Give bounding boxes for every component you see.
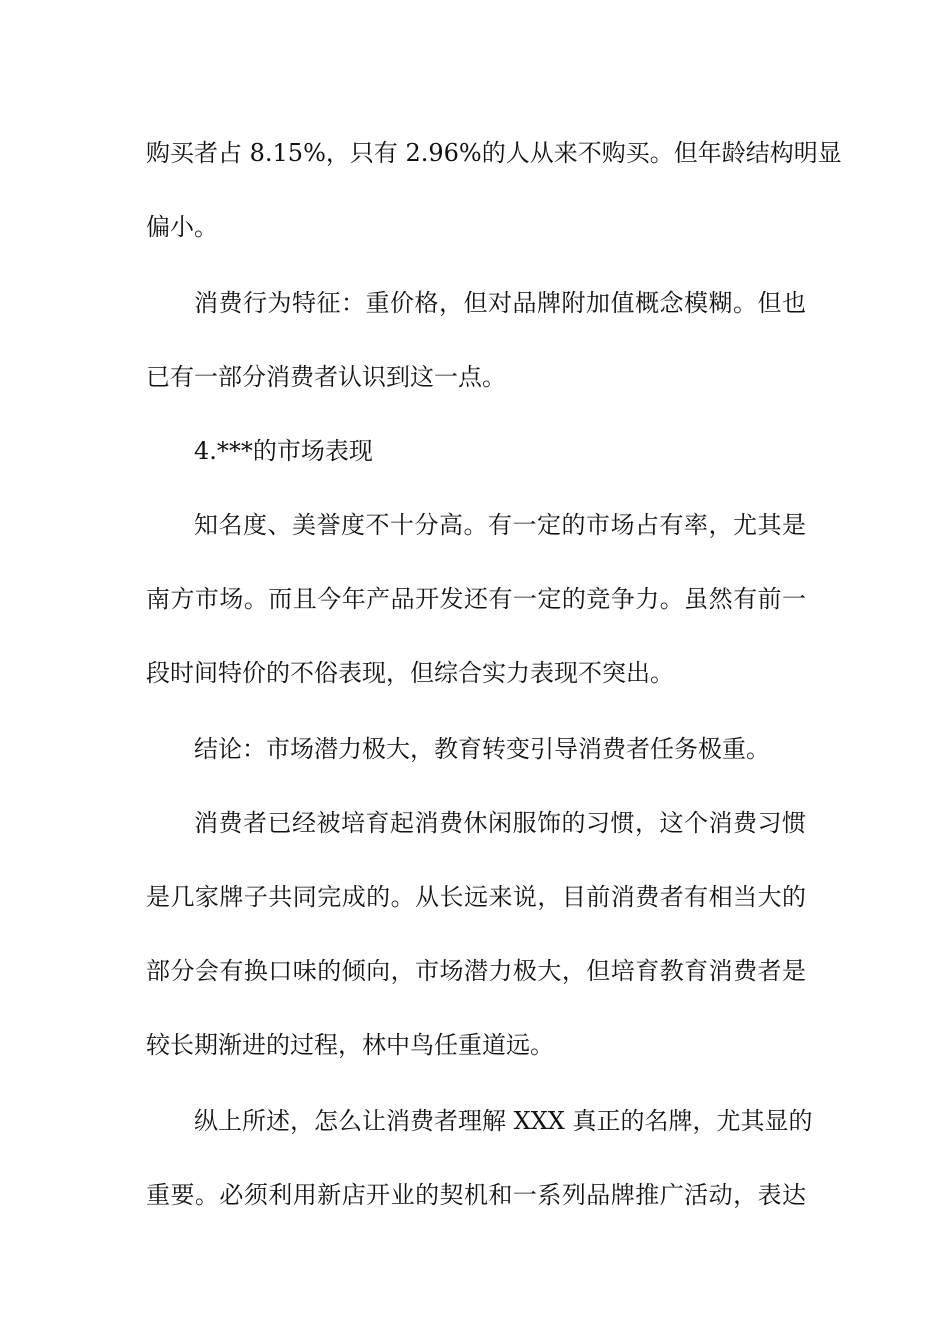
text-line: 偏小。: [146, 213, 218, 241]
text-line: 部分会有换口味的倾向，市场潜力极大，但培育教育消费者是: [146, 957, 806, 985]
paragraph-start-line: 消费者已经被培育起消费休闲服饰的习惯，这个消费习惯: [194, 809, 806, 837]
text-line: 较长期渐进的过程，林中鸟任重道远。: [146, 1031, 554, 1059]
conclusion-line: 结论：市场潜力极大，教育转变引导消费者任务极重。: [194, 735, 770, 763]
section-heading: 4.***的市场表现: [194, 437, 373, 465]
paragraph-start-line: 知名度、美誉度不十分高。有一定的市场占有率，尤其是: [194, 511, 806, 539]
text-line: 南方市场。而且今年产品开发还有一定的竞争力。虽然有前一: [146, 585, 806, 613]
text-line: 购买者占 8.15%，只有 2.96%的人从来不购买。但年龄结构明显: [146, 139, 842, 167]
paragraph-start-line: 纵上所述，怎么让消费者理解 XXX 真正的名牌，尤其显的: [194, 1107, 813, 1135]
text-line: 重要。必须利用新店开业的契机和一系列品牌推广活动，表达: [146, 1181, 806, 1209]
paragraph-start-line: 消费行为特征：重价格，但对品牌附加值概念模糊。但也: [194, 289, 806, 317]
text-line: 已有一部分消费者认识到这一点。: [146, 363, 506, 391]
text-line: 段时间特价的不俗表现，但综合实力表现不突出。: [146, 659, 674, 687]
text-line: 是几家牌子共同完成的。从长远来说，目前消费者有相当大的: [146, 883, 806, 911]
